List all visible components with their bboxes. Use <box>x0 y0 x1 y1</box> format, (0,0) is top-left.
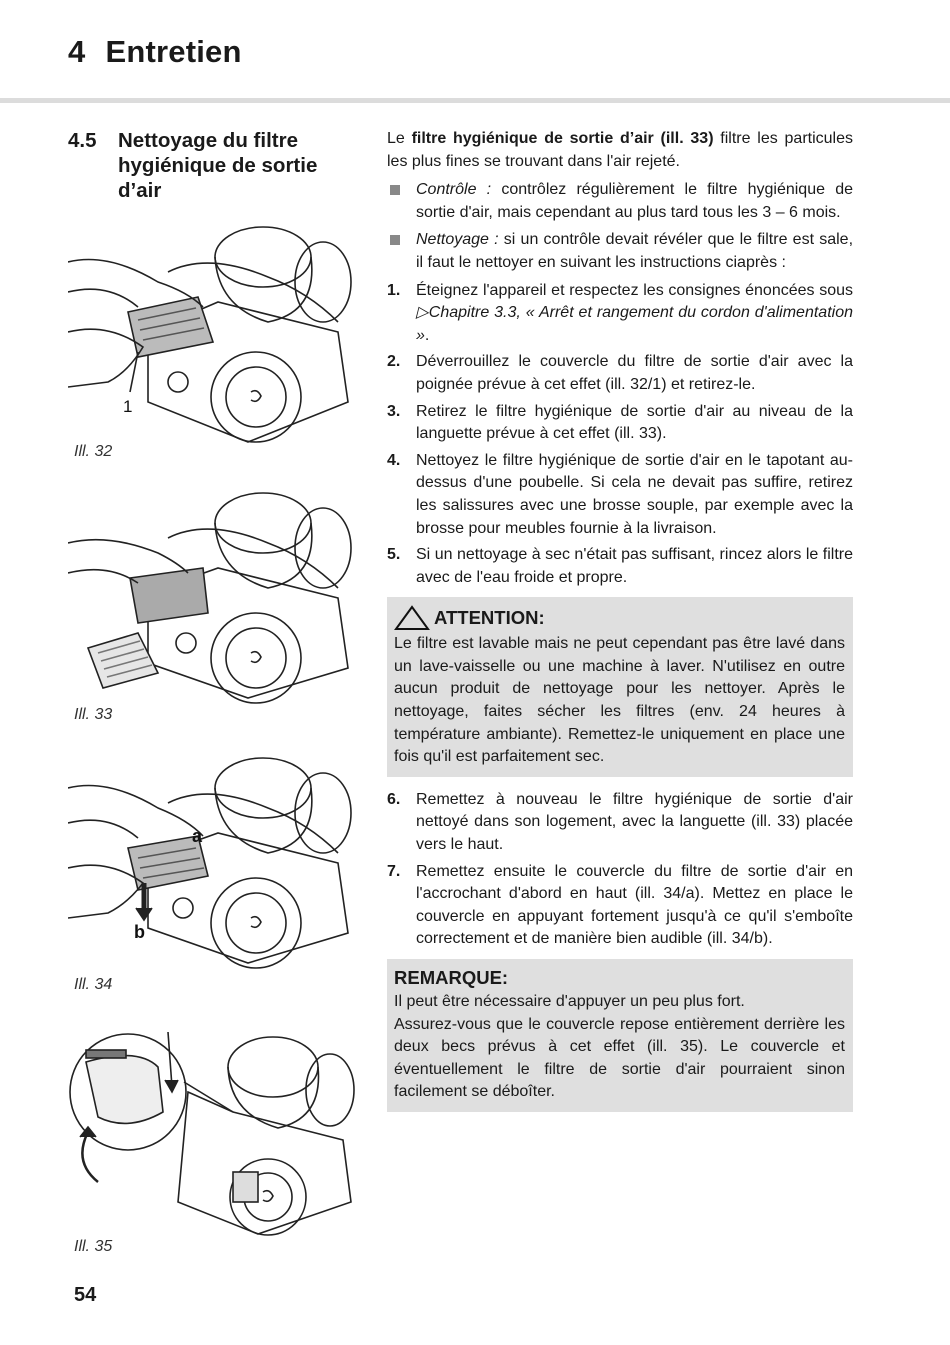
bullet-item <box>387 179 853 224</box>
vacuum-filter-pullout-illustration <box>68 483 358 708</box>
step-item <box>387 351 853 396</box>
step-number: 7. <box>387 862 401 880</box>
remarque-text-2: Assurez-vous que le couvercle repose entièrement derrière les deux becs prévus à cet effet (ill. 35). Le couvercle et éventuellement le filtre de sortie d'air pourraient sinon facilement se déboîter. <box>394 1015 845 1101</box>
remarque-text-1: Il peut être nécessaire d'appuyer un peu plus fort. <box>394 993 745 1010</box>
step-item <box>387 280 853 348</box>
section-number: 4.5 <box>68 129 97 152</box>
vacuum-filter-reinsert-illustration <box>68 748 358 970</box>
chapter-title-text: Entretien <box>105 34 242 69</box>
intro-prefix: Le <box>387 130 412 147</box>
vacuum-filter-cover-detail-illustration <box>68 1022 358 1237</box>
page-number: 54 <box>74 1284 97 1306</box>
attention-text: Le filtre est lavable mais ne peut cependant pas être lavé dans un lave-vaisselle ou une machine à laver. N'utilisez en outre aucun produit de nettoyage pour les nettoyer. Après le nettoyage, faites sécher les filtres (env. 24 heures à température ambiante). Remettez-le uniquement en place une fois qu'il est parfaitement sec. <box>394 635 845 766</box>
intro-suffix: filtre les particules les plus fines se trouvant dans l'air rejeté. <box>387 130 853 170</box>
chapter-number: 4 <box>68 34 86 69</box>
figure-34-caption: Ill. 34 <box>74 976 113 993</box>
step-text: Remettez ensuite le couvercle du filtre de sortie d'air en l'accrochant d'abord en haut (ill. 34/a). Mettez en place le couvercle en appuyant fortement jusqu'à ce qu'il s'emboîte correctement et de manière bien audible (ill. 34/b). <box>416 862 853 948</box>
chapter-reference-link[interactable]: ▷Chapitre 3.3, « Arrêt et rangement du cordon d'alimentation » <box>416 304 853 344</box>
main-text-column <box>387 128 853 1124</box>
chapter-title <box>68 34 242 70</box>
step-item <box>387 401 853 446</box>
attention-title: ATTENTION: <box>434 607 545 629</box>
step-text: Nettoyez le filtre hygiénique de sortie d'air en le tapotant au-dessus d'une poubelle. Si cela ne devait pas suffire, retirez les salissures avec une brosse souple, par exemple avec la brosse pour meubles fournie à la livraison. <box>416 451 853 537</box>
step-number: 2. <box>387 353 401 371</box>
step-number: 3. <box>387 402 401 420</box>
step-item <box>387 861 853 951</box>
header-divider <box>0 98 950 103</box>
step-text: Remettez à nouveau le filtre hygiénique de sortie d'air nettoyé dans son logement, avec la languette (ill. 33) placée vers le haut. <box>416 790 853 854</box>
figure-35 <box>68 1022 358 1237</box>
step-text: Retirez le filtre hygiénique de sortie d'air au niveau de la languette prévue à cet effet (ill. 33). <box>416 402 853 443</box>
figure-33-caption: Ill. 33 <box>74 706 113 723</box>
step-number: 6. <box>387 790 401 808</box>
bullet-text: si un contrôle devait révéler que le filtre est sale, il faut le nettoyer en suivant les instructions ciaprès : <box>416 231 854 271</box>
bullet-term: Nettoyage : <box>416 231 499 249</box>
square-bullet-icon <box>390 235 400 245</box>
bullet-term: Contrôle : <box>416 181 492 199</box>
remarque-title: REMARQUE: <box>394 967 509 988</box>
figure-33 <box>68 483 358 708</box>
step-number: 1. <box>387 281 401 299</box>
step-number: 5. <box>387 546 401 564</box>
remarque-heading <box>394 967 845 989</box>
figure-35-caption: Ill. 35 <box>74 1238 113 1255</box>
vacuum-filter-removal-illustration <box>68 212 358 447</box>
remarque-box <box>387 959 853 1112</box>
step-text: Si un nettoyage à sec n'était pas suffisant, rincez alors le filtre avec de l'eau froide et propre. <box>416 546 853 586</box>
bullet-item <box>387 229 853 274</box>
section-title <box>68 128 348 203</box>
step-item <box>387 789 853 857</box>
figure-32-label: 1 <box>123 397 133 416</box>
square-bullet-icon <box>390 185 400 195</box>
step-number: 4. <box>387 451 401 469</box>
warning-triangle-icon <box>394 605 430 631</box>
step-item <box>387 544 853 589</box>
attention-box <box>387 597 853 777</box>
step-end: . <box>424 326 430 344</box>
figure-32-caption: Ill. 32 <box>74 443 113 460</box>
figure-34-label-b: b <box>134 922 145 942</box>
attention-heading <box>394 605 845 631</box>
step-item <box>387 450 853 540</box>
bullet-text: contrôlez régulièrement le filtre hygiénique de sortie d'air, mais cependant au plus tard tous les 3 – 6 mois. <box>416 181 854 221</box>
intro-bold-term: filtre hygiénique de sortie d’air (ill. 33) <box>411 130 714 147</box>
step-text: Déverrouillez le couvercle du filtre de sortie d'air avec la poignée prévue à cet effet (ill. 32/1) et retirez-le. <box>416 353 853 393</box>
figure-32 <box>68 212 358 447</box>
figure-34-label-a: a <box>192 826 203 846</box>
section-title-text: Nettoyage du filtre hygiénique de sortie d’air <box>118 129 318 202</box>
intro-paragraph <box>387 128 853 173</box>
step-text: Éteignez l'appareil et respectez les consignes énoncées sous <box>416 281 853 299</box>
figure-34 <box>68 748 358 970</box>
